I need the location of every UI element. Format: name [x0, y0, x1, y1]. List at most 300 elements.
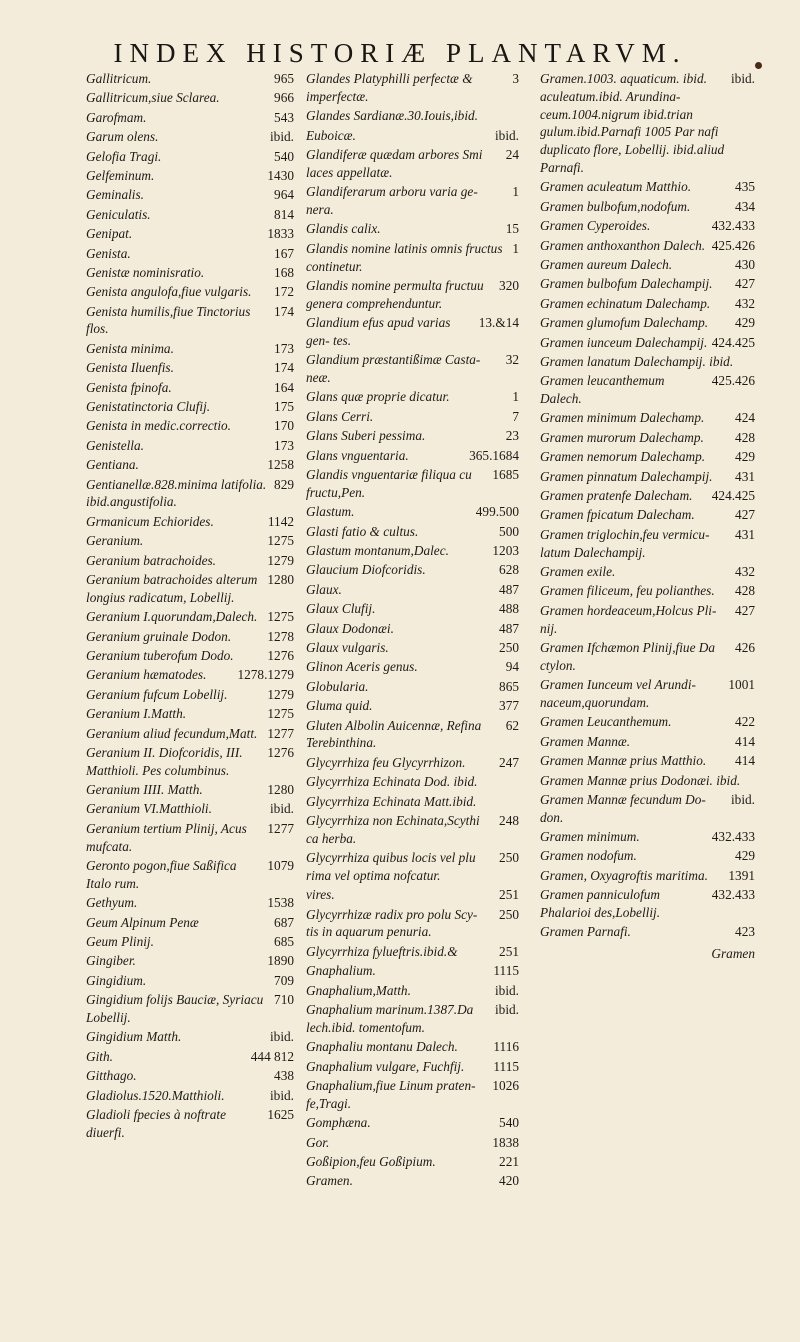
entry-term: Gramen, Oxyagroftis maritima. — [540, 867, 708, 883]
entry-page-ref: 422 — [735, 714, 755, 730]
index-entry — [86, 820, 294, 856]
entry-page-ref: 434 — [735, 198, 755, 214]
index-entry — [86, 476, 294, 512]
entry-term: Gnaphaliu montanu Dalech. — [306, 1039, 458, 1055]
entry-page-ref: 487 — [499, 581, 519, 597]
entry-term: Gramen Cyperoides. — [540, 218, 651, 234]
entry-term: Goßipion,feu Goßipium. — [306, 1153, 436, 1169]
index-entry — [86, 340, 294, 358]
entry-page-ref: 432 — [735, 295, 755, 311]
entry-page-ref: 424.425 — [711, 334, 755, 350]
entry-page-ref: 438 — [274, 1068, 294, 1084]
entry-page-ref: 174 — [274, 360, 294, 376]
entry-term: Glaux Dodonæi. — [306, 620, 394, 636]
entry-page-ref: 540 — [274, 148, 294, 164]
entry-term: Gluma quid. — [306, 698, 373, 714]
index-column-1 — [86, 70, 294, 1322]
index-entry — [540, 676, 755, 712]
entry-term: Gramen triglochin,feu vermicu- latum Dalechampij. — [540, 526, 710, 560]
entry-page-ref: 432.433 — [711, 829, 755, 845]
entry-page-ref: 1275 — [267, 706, 294, 722]
entry-page-ref: 15 — [505, 221, 519, 237]
entry-page-ref: 685 — [274, 934, 294, 950]
entry-term: Gnaphalium,fiue Linum praten- fe,Tragi. — [306, 1077, 476, 1111]
entry-page-ref: 1280 — [267, 571, 294, 587]
index-entry — [306, 146, 519, 182]
index-entry — [306, 1114, 519, 1132]
index-entry — [306, 466, 519, 502]
entry-term: Gramen bulbofum Dalechampij. — [540, 276, 713, 292]
entry-page-ref: 499.500 — [475, 504, 519, 520]
index-entry — [540, 752, 755, 770]
index-entry — [86, 952, 294, 970]
entry-term: Geminalis. — [86, 187, 144, 203]
entry-page-ref: 32 — [505, 352, 519, 368]
entry-term: Geranium I.Matth. — [86, 706, 187, 722]
index-entry — [86, 417, 294, 435]
index-entry — [86, 398, 294, 416]
index-entry — [540, 295, 755, 313]
index-entry — [540, 526, 755, 562]
entry-term: Glandiferarum arboru varia ge- nera. — [306, 184, 478, 217]
entry-term: Gnaphalium vulgare, Fuchfij. — [306, 1058, 465, 1074]
index-entry — [86, 264, 294, 282]
index-entry — [306, 793, 519, 811]
entry-page-ref: 424.425 — [711, 488, 755, 504]
entry-term: Gramen leucanthemum Dalech. — [540, 373, 665, 407]
entry-page-ref: ibid. — [269, 801, 294, 817]
entry-term: Gingiber. — [86, 953, 136, 969]
entry-term: Glandium efus apud varias gen- tes. — [306, 315, 451, 348]
entry-page-ref: 167 — [274, 245, 294, 261]
index-entry — [86, 894, 294, 912]
entry-term: Glycyrrhiza Echinata Matt.ibid. — [306, 793, 477, 809]
index-entry — [306, 183, 519, 219]
entry-term: Genipat. — [86, 226, 133, 242]
index-entry — [86, 245, 294, 263]
entry-page-ref: 1279 — [267, 686, 294, 702]
index-entry — [540, 314, 755, 332]
index-entry — [306, 697, 519, 715]
entry-term: Glaux Clufij. — [306, 601, 376, 617]
index-entry — [540, 256, 755, 274]
entry-page-ref: 62 — [505, 717, 519, 733]
entry-page-ref: 250 — [499, 906, 519, 922]
entry-page-ref: 1391 — [728, 867, 755, 883]
entry-page-ref: 1685 — [492, 467, 519, 483]
index-entry — [306, 388, 519, 406]
index-entry — [306, 240, 519, 276]
entry-term: Gramen Mannæ prius Dodonæi. ibid. — [540, 772, 741, 788]
entry-term: Genista in medic.correctio. — [86, 418, 231, 434]
index-entry — [306, 658, 519, 676]
entry-term: Genista minima. — [86, 340, 174, 356]
entry-term: Gitthago. — [86, 1068, 137, 1084]
entry-page-ref: 428 — [735, 429, 755, 445]
index-entry — [540, 353, 755, 371]
index-entry — [306, 542, 519, 560]
entry-term: Gramen Parnafi. — [540, 924, 631, 940]
entry-term: Gramen minimum Dalechamp. — [540, 410, 705, 426]
entry-page-ref: 965 — [274, 71, 294, 86]
entry-page-ref: 427 — [735, 602, 755, 618]
entry-page-ref: 429 — [735, 449, 755, 465]
index-entry — [86, 379, 294, 397]
entry-term: Glasti fatio & cultus. — [306, 523, 419, 539]
index-entry — [540, 70, 755, 177]
entry-term: Gramen lanatum Dalechampij. ibid. — [540, 353, 734, 369]
entry-page-ref: 487 — [499, 620, 519, 636]
entry-page-ref: 865 — [499, 678, 519, 694]
index-entry — [306, 1134, 519, 1152]
entry-term: Geranium hæmatodes. — [86, 667, 207, 683]
index-entry — [86, 914, 294, 932]
entry-term: Geronto pogon,fiue Saßifica Italo rum. — [86, 858, 237, 891]
entry-page-ref: 829 — [274, 476, 294, 492]
index-entry — [306, 906, 519, 942]
entry-term: Gladiolus.1520.Matthioli. — [86, 1087, 225, 1103]
entry-term: Geum Alpinum Penæ — [86, 914, 199, 930]
entry-term: Gnaphalium marinum.1387.Da lech.ibid. tomentofum. — [306, 1002, 474, 1035]
index-entry — [306, 277, 519, 313]
entry-term: Geranium VI.Matthioli. — [86, 801, 212, 817]
entry-page-ref: 247 — [499, 754, 519, 770]
index-entry — [306, 1001, 519, 1037]
entry-term: Genista humilis,fiue Tinctorius flos. — [86, 303, 251, 337]
entry-page-ref: 435 — [735, 179, 755, 195]
entry-page-ref: 427 — [735, 276, 755, 292]
entry-page-ref: 164 — [274, 379, 294, 395]
entry-term: Geranium I.quorundam,Dalech. — [86, 609, 258, 625]
entry-page-ref: 710 — [274, 992, 294, 1008]
entry-term: Glans vnguentaria. — [306, 447, 409, 463]
entry-page-ref: 24 — [505, 146, 519, 162]
entry-term: Glastum montanum,Dalec. — [306, 543, 449, 559]
index-entry — [540, 886, 755, 922]
entry-term: Gnaphalium,Matth. — [306, 982, 411, 998]
index-entry — [306, 678, 519, 696]
index-entry — [86, 225, 294, 243]
entry-term: Gramen nemorum Dalechamp. — [540, 449, 706, 465]
index-entry — [306, 886, 519, 904]
entry-term: Glandis nomine latinis omnis fructus continetur. — [306, 240, 503, 274]
entry-term: Gramen Iunceum vel Arundi- naceum,quorundam. — [540, 677, 696, 710]
index-entry — [86, 1106, 294, 1142]
entry-page-ref: 1203 — [492, 543, 519, 559]
index-entry — [86, 972, 294, 990]
entry-term: Geranium gruinale Dodon. — [86, 628, 232, 644]
entry-page-ref: 1278 — [267, 628, 294, 644]
index-entry — [86, 725, 294, 743]
entry-page-ref: 1280 — [267, 782, 294, 798]
entry-term: Glastum. — [306, 504, 355, 520]
entry-page-ref: 1278.1279 — [237, 667, 294, 683]
index-entry — [306, 620, 519, 638]
index-entry — [306, 849, 519, 885]
entry-term: Geum Plinij. — [86, 934, 154, 950]
entry-page-ref: 377 — [499, 698, 519, 714]
index-entry — [540, 275, 755, 293]
entry-term: Gladioli fpecies à noftrate diuerfi. — [86, 1106, 226, 1140]
entry-term: Gramen iunceum Dalechampij. — [540, 334, 708, 350]
index-entry — [86, 781, 294, 799]
entry-page-ref: 814 — [274, 206, 294, 222]
index-entry — [306, 107, 519, 125]
entry-term: Genista angulofa,fiue vulgaris. — [86, 284, 252, 300]
index-entry — [540, 506, 755, 524]
index-entry — [306, 523, 519, 541]
entry-page-ref: 1115 — [493, 963, 519, 979]
entry-term: Gramen murorum Dalechamp. — [540, 429, 704, 445]
index-entry — [86, 167, 294, 185]
entry-term: Gramen aureum Dalech. — [540, 256, 673, 272]
index-entry — [540, 791, 755, 827]
entry-term: Gramen glumofum Dalechamp. — [540, 315, 709, 331]
entry-page-ref: 1 — [512, 240, 519, 256]
entry-term: Geranium aliud fecundum,Matt. — [86, 725, 258, 741]
entry-term: Euboicæ. — [306, 127, 356, 143]
entry-term: Genistella. — [86, 437, 144, 453]
entry-term: Gelofia Tragi. — [86, 148, 162, 164]
entry-term: Gentianellæ.828.minima latifolia. ibid.angustifolia. — [86, 476, 267, 510]
entry-page-ref: 1275 — [267, 609, 294, 625]
index-entry — [86, 991, 294, 1027]
index-entry — [86, 186, 294, 204]
index-entry — [86, 608, 294, 626]
entry-page-ref: 173 — [274, 437, 294, 453]
index-entry — [86, 1028, 294, 1046]
entry-page-ref: 628 — [499, 562, 519, 578]
entry-page-ref: 174 — [274, 303, 294, 319]
index-entry — [306, 962, 519, 980]
entry-page-ref: 429 — [735, 848, 755, 864]
page-title: INDEX HISTORIÆ PLANTARVM. — [113, 38, 687, 68]
index-entry — [86, 513, 294, 531]
entry-term: Geniculatis. — [86, 206, 151, 222]
entry-page-ref: 1276 — [267, 744, 294, 760]
index-column-2 — [306, 70, 519, 1322]
index-entry — [86, 89, 294, 107]
entry-term: Glycyrrhizæ radix pro polu Scy- tis in aquarum penuria. — [306, 906, 478, 940]
entry-page-ref: 251 — [499, 887, 519, 903]
index-entry — [86, 1067, 294, 1085]
entry-term: Gramen minimum. — [540, 829, 640, 845]
index-entry — [540, 772, 755, 790]
index-entry — [86, 857, 294, 893]
entry-page-ref: 250 — [499, 850, 519, 866]
entry-page-ref: ibid. — [269, 1029, 294, 1045]
index-entry — [540, 828, 755, 846]
entry-term: Gluten Albolin Auicennæ, Refina Terebinthina. — [306, 717, 482, 751]
entry-term: Gramen anthoxanthon Dalech. — [540, 237, 706, 253]
index-entry — [540, 733, 755, 751]
index-entry — [540, 713, 755, 731]
entry-term: Gingidium. — [86, 972, 147, 988]
entry-term: Glandes Platyphilli perfectæ & imperfectæ. — [306, 71, 473, 104]
entry-page-ref: ibid. — [494, 982, 519, 998]
index-entry — [540, 178, 755, 196]
index-entry — [86, 628, 294, 646]
index-entry — [306, 408, 519, 426]
entry-term: Glycyrrhiza feu Glycyrrhizon. — [306, 754, 466, 770]
entry-term: Gramen Mannæ prius Matthio. — [540, 753, 707, 769]
index-entry — [306, 447, 519, 465]
index-entry — [86, 70, 294, 88]
index-entry — [86, 1087, 294, 1105]
index-entry — [540, 372, 755, 408]
index-entry — [306, 1058, 519, 1076]
entry-term: Glans quæ proprie dicatur. — [306, 389, 450, 405]
entry-term: Genista. — [86, 245, 131, 261]
entry-page-ref: 1 — [512, 184, 519, 200]
index-entry — [306, 754, 519, 772]
entry-page-ref: 420 — [499, 1173, 519, 1189]
entry-page-ref: 428 — [735, 583, 755, 599]
entry-page-ref: 709 — [274, 972, 294, 988]
entry-term: Gramen fpicatum Dalecham. — [540, 507, 695, 523]
entry-term: Glaux. — [306, 581, 342, 597]
entry-term: Geranium tertium Plinij, Acus mufcata. — [86, 820, 247, 854]
index-entry — [306, 561, 519, 579]
entry-term: Gramen echinatum Dalechamp. — [540, 295, 711, 311]
entry-page-ref: 431 — [735, 526, 755, 542]
entry-page-ref: 966 — [274, 90, 294, 106]
entry-term: Glans Suberi pessima. — [306, 428, 426, 444]
entry-page-ref: 1258 — [267, 457, 294, 473]
entry-term: Gramen bulbofum,nodofum. — [540, 198, 691, 214]
entry-term: Gramen Ifchæmon Plinij,fiue Da ctylon. — [540, 639, 716, 673]
entry-page-ref: 444 812 — [250, 1048, 294, 1064]
entry-term: Gith. — [86, 1048, 113, 1064]
index-entry — [540, 468, 755, 486]
entry-term: Gramen nodofum. — [540, 848, 637, 864]
entry-page-ref: 3 — [512, 71, 519, 86]
entry-term: Glandium præstantißimæ Casta- neæ. — [306, 352, 481, 386]
entry-page-ref: ibid. — [494, 127, 519, 143]
index-entry — [86, 552, 294, 570]
entry-page-ref: ibid. — [730, 71, 755, 86]
index-entry — [306, 503, 519, 521]
index-entry — [306, 1038, 519, 1056]
entry-term: Gramen panniculofum Phalarioi des,Lobellij. — [540, 887, 661, 921]
entry-page-ref: 1277 — [267, 725, 294, 741]
index-entry — [306, 1172, 519, 1190]
entry-term: Glinon Aceris genus. — [306, 659, 418, 675]
entry-term: Gor. — [306, 1134, 330, 1150]
index-entry — [306, 427, 519, 445]
index-entry — [540, 582, 755, 600]
entry-term: Glycyrrhiza non Echinata,Scythi ca herba. — [306, 812, 480, 846]
entry-page-ref: 427 — [735, 507, 755, 523]
entry-term: Geranium IIII. Matth. — [86, 782, 203, 798]
entry-page-ref: 1277 — [267, 820, 294, 836]
entry-page-ref: 1538 — [267, 895, 294, 911]
entry-page-ref: 1276 — [267, 647, 294, 663]
index-entry — [306, 639, 519, 657]
index-entry — [86, 456, 294, 474]
index-entry — [306, 717, 519, 753]
entry-page-ref: 221 — [499, 1153, 519, 1169]
entry-page-ref: 1275 — [267, 533, 294, 549]
index-entry — [86, 206, 294, 224]
entry-page-ref: 431 — [735, 468, 755, 484]
entry-page-ref: 1833 — [267, 226, 294, 242]
index-entry — [86, 933, 294, 951]
entry-term: Glycyrrhiza fylueftris.ibid.& — [306, 943, 458, 959]
index-entry — [540, 639, 755, 675]
entry-term: Glandes Sardianæ.30.Iouis,ibid. — [306, 108, 479, 124]
entry-term: Gallitricum,siue Sclarea. — [86, 90, 220, 106]
entry-page-ref: 432.433 — [711, 887, 755, 903]
entry-term: Genista Iluenfis. — [86, 360, 174, 376]
entry-page-ref: 414 — [735, 753, 755, 769]
entry-page-ref: 430 — [735, 256, 755, 272]
entry-term: Gramen.1003. aquaticum. ibid. aculeatum.ibid. Arundina- ceum.1004.nigrum ibid.trian gulum.ibid.Parnafi 1005 Par nafi duplicato flore, Lobellij. ibid.aliud Parnafi. — [540, 71, 725, 175]
index-entry — [86, 303, 294, 339]
entry-page-ref: 175 — [274, 399, 294, 415]
entry-page-ref: 250 — [499, 639, 519, 655]
entry-term: Genista fpinofa. — [86, 379, 172, 395]
index-entry — [86, 1048, 294, 1066]
index-entry — [306, 773, 519, 791]
entry-term: Geranium batrachoides alterum longius radicatum, Lobellij. — [86, 571, 258, 605]
entry-term: Genistatinctoria Clufij. — [86, 399, 211, 415]
index-entry — [306, 1077, 519, 1113]
entry-term: Gramen Leucanthemum. — [540, 714, 672, 730]
entry-page-ref: 1625 — [267, 1106, 294, 1122]
entry-term: Glaux vulgaris. — [306, 639, 389, 655]
entry-term: Gethyum. — [86, 895, 138, 911]
entry-term: Gramen filiceum, feu polianthes. — [540, 583, 715, 599]
entry-page-ref: 425.426 — [711, 373, 755, 389]
index-entry — [306, 314, 519, 350]
index-entry — [540, 217, 755, 235]
entry-term: Glandiferæ quædam arbores Smi laces appellatæ. — [306, 146, 483, 180]
entry-page-ref: 488 — [499, 601, 519, 617]
entry-page-ref: 248 — [499, 812, 519, 828]
entry-term: Glaucium Diofcoridis. — [306, 562, 426, 578]
catchword: Gramen — [711, 945, 755, 961]
entry-page-ref: 1279 — [267, 552, 294, 568]
entry-term: Geranium II. Diofcoridis, III. Matthioli. Pes columbinus. — [86, 744, 243, 778]
entry-term: Glandis nomine permulta fructuu genera comprehenduntur. — [306, 277, 484, 311]
index-entry — [86, 647, 294, 665]
entry-term: Glandis calix. — [306, 221, 381, 237]
entry-page-ref: 423 — [735, 924, 755, 940]
index-entry — [86, 148, 294, 166]
index-entry — [540, 563, 755, 581]
entry-page-ref: ibid. — [269, 129, 294, 145]
entry-page-ref: 251 — [499, 943, 519, 959]
index-entry — [540, 429, 755, 447]
index-entry — [306, 600, 519, 618]
entry-page-ref: ibid. — [730, 791, 755, 807]
index-entry — [540, 198, 755, 216]
entry-term: Geranium batrachoides. — [86, 552, 217, 568]
index-column-3 — [540, 70, 755, 1322]
entry-page-ref: 168 — [274, 264, 294, 280]
ink-spot — [755, 62, 762, 69]
index-entry — [86, 532, 294, 550]
entry-term: Gramen. — [306, 1173, 353, 1189]
entry-page-ref: 1838 — [492, 1134, 519, 1150]
entry-term: Garum olens. — [86, 129, 159, 145]
entry-page-ref: 414 — [735, 733, 755, 749]
entry-term: Gnaphalium. — [306, 963, 376, 979]
entry-page-ref: 320 — [499, 277, 519, 293]
entry-page-ref: 170 — [274, 418, 294, 434]
index-entry — [540, 867, 755, 885]
